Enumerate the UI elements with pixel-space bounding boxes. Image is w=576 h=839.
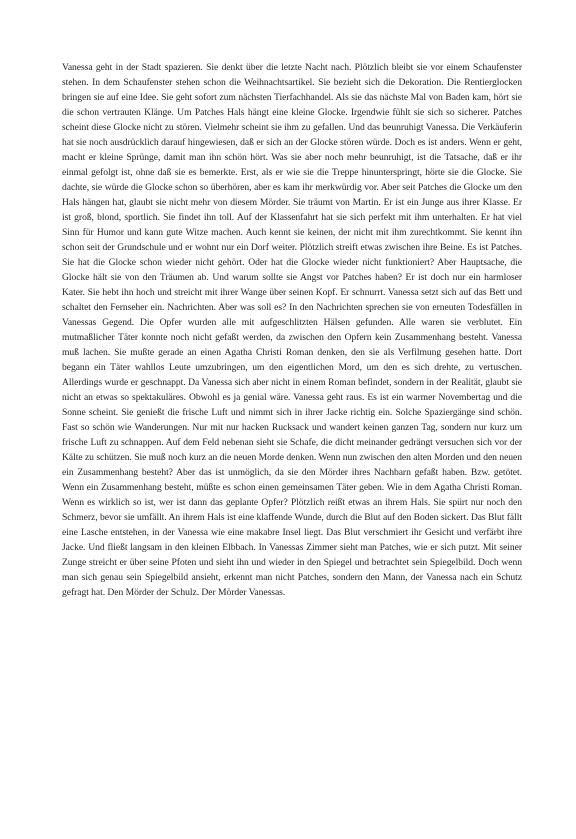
body-paragraph: Vanessa geht in der Stadt spazieren. Sie denkt über die letzte Nacht nach. Plötzlich bleibt sie vor einem Schaufenster stehen. In dem Schaufenster stehen schon die Weihnachtsartikel. Sie bezieht sich die Dekoration. Die Rentierglocken bringen sie auf eine Idee. Sie geht sofort zum nächsten Tierfachhandel. Als sie das nächste Mal von Baden kam, hört sie die schon vertrauten Klänge. Um Patches Hals hängt eine kleine Glocke. Irgendwie fühlt sie sich so sicherer. Patches scheint diese Glocke nicht zu stören. Vielmehr scheint sie ihm zu gefallen. Und das beunruhigt Vanessa. Die Verkäuferin hat sie noch ausdrücklich darauf hingewiesen, daß er sich an der Glocke stören würde. Doch es ist anders. Wenn er geht, macht er kleine Sprünge, damit man ihn schön hört. Was sie aber noch mehr beunruhigt, ist die Tatsache, daß er ihr einmal gefolgt ist, ohne daß sie es bemerkte. Erst, als er wie sie die Treppe hinunterspringt, hörte sie die Glocke. Sie dachte, sie würde die Glocke schon so überhören, aber es kam ihr merkwürdig vor. Aber seit Patches die Glocke um den Hals hängen hat, glaubt sie nicht mehr von diesem Mörder. Sie träumt von Martin. Er ist ein Junge aus ihrer Klasse. Er ist groß, blond, sportlich. Sie findet ihn toll. Auf der Klassenfahrt hat sie sich perfekt mit ihm unterhalten. Er hat viel Sinn für Humor und kann gute Witze machen. Auch kennt sie keinen, der nicht mit ihm zurechtkommt. Sie kennt ihn schon seit der Grundschule und er wohnt nur ein Dorf weiter. Plötzlich streift etwas zwischen ihre Beine. Es ist Patches. Sie hat die Glocke schon wieder nicht gehört. Oder hat die Glocke wieder nicht funktioniert? Aber Hauptsache, die Glocke hält sie von den Träumen ab. Und warum sollte sie Angst vor Patches haben? Er ist doch nur ein harmloser Kater. Sie hebt ihn hoch und streicht mit ihrer Wange über seinen Kopf. Er schnurrt. Vanessa setzt sich auf das Bett und schaltet den Fernseher ein. Nachrichten. Aber was soll es? In den Nachrichten sprechen sie von erneuten Todesfällen in Vanessas Gegend. Die Opfer wurden alle mit aufgeschlitzten Hälsen gefunden. Alle waren sie verblutet. Ein mutmaßlicher Täter konnte noch nicht gefaßt werden, da zwischen den Opfern kein Zusammenhang besteht. Vanessa muß lachen. Sie mußte gerade an einen Agatha Christi Roman denken, den sie als Verfilmung gesehen hatte. Dort begann ein Täter wahllos Leute umzubringen, um den eigentlichen Mord, um den es sich drehte, zu vertuschen. Allerdings wurde er geschnappt. Da Vanessa sich aber nicht in einem Roman befindet, sondern in der Realität, glaubt sie nicht an etwas so spektakuläres. Obwohl es ja genial wäre. Vanessa geht raus. Es ist ein warmer Novembertag und die Sonne scheint. Sie genießt die frische Luft und nimmt sich in ihrer Jacke richtig ein. Solche Spaziergänge sind schön. Fast so schön wie Wanderungen. Nur mit nur hacken Rucksack und wandert keinen ganzen Tag, sondern nur kurz um frische Luft zu schnappen. Auf dem Feld nebenan sieht sie Schafe, die dicht meinander gedrängt versuchen sich vor der Kälte zu schützen. Sie muß noch kurz an die neuen Morde denken. Wenn nun zwischen den alten Morden und den neuen ein Zusammenhang besteht? Aber das ist unmöglich, da sie den Mörder ihres Nachbarn gefaßt haben. Bzw. getötet. Wenn ein Zusammenhang besteht, müßte es schon einen gemeinsamen Täter geben. Wie in dem Agatha Christi Roman. Wenn es wirklich so ist, wer ist dann das geplante Opfer? Plötzlich reißt etwas an ihrem Hals. Sie spürt nur noch den Schmerz, bevor sie umfällt. An ihrem Hals ist eine klaffende Wunde, durch die Blut auf den Boden sickert. Das Blut fällt eine Lasche entstehen, in der Vanessa wie eine makabre Insel liegt. Das Blut verschmiert ihr Gesicht und verfärbt ihre Jacke. Und fließt langsam in den kleinen Elbbach. In Vanessas Zimmer sieht man Patches, wie er sich putzt. Mit seiner Zunge streicht er über seine Pfoten und sieht ihn und wieder in den Spiegel und betrachtet sein Spiegelbild. Doch wenn man sich genau sein Spiegelbild ansieht, erkennt man nicht Patches, sondern den Mann, der Vanessa nach ein Schutz gefragt hat. Den Mörder der Schulz. Der Mörder Vanessas. xyxy=(62,62,522,598)
document-page xyxy=(62,60,522,600)
